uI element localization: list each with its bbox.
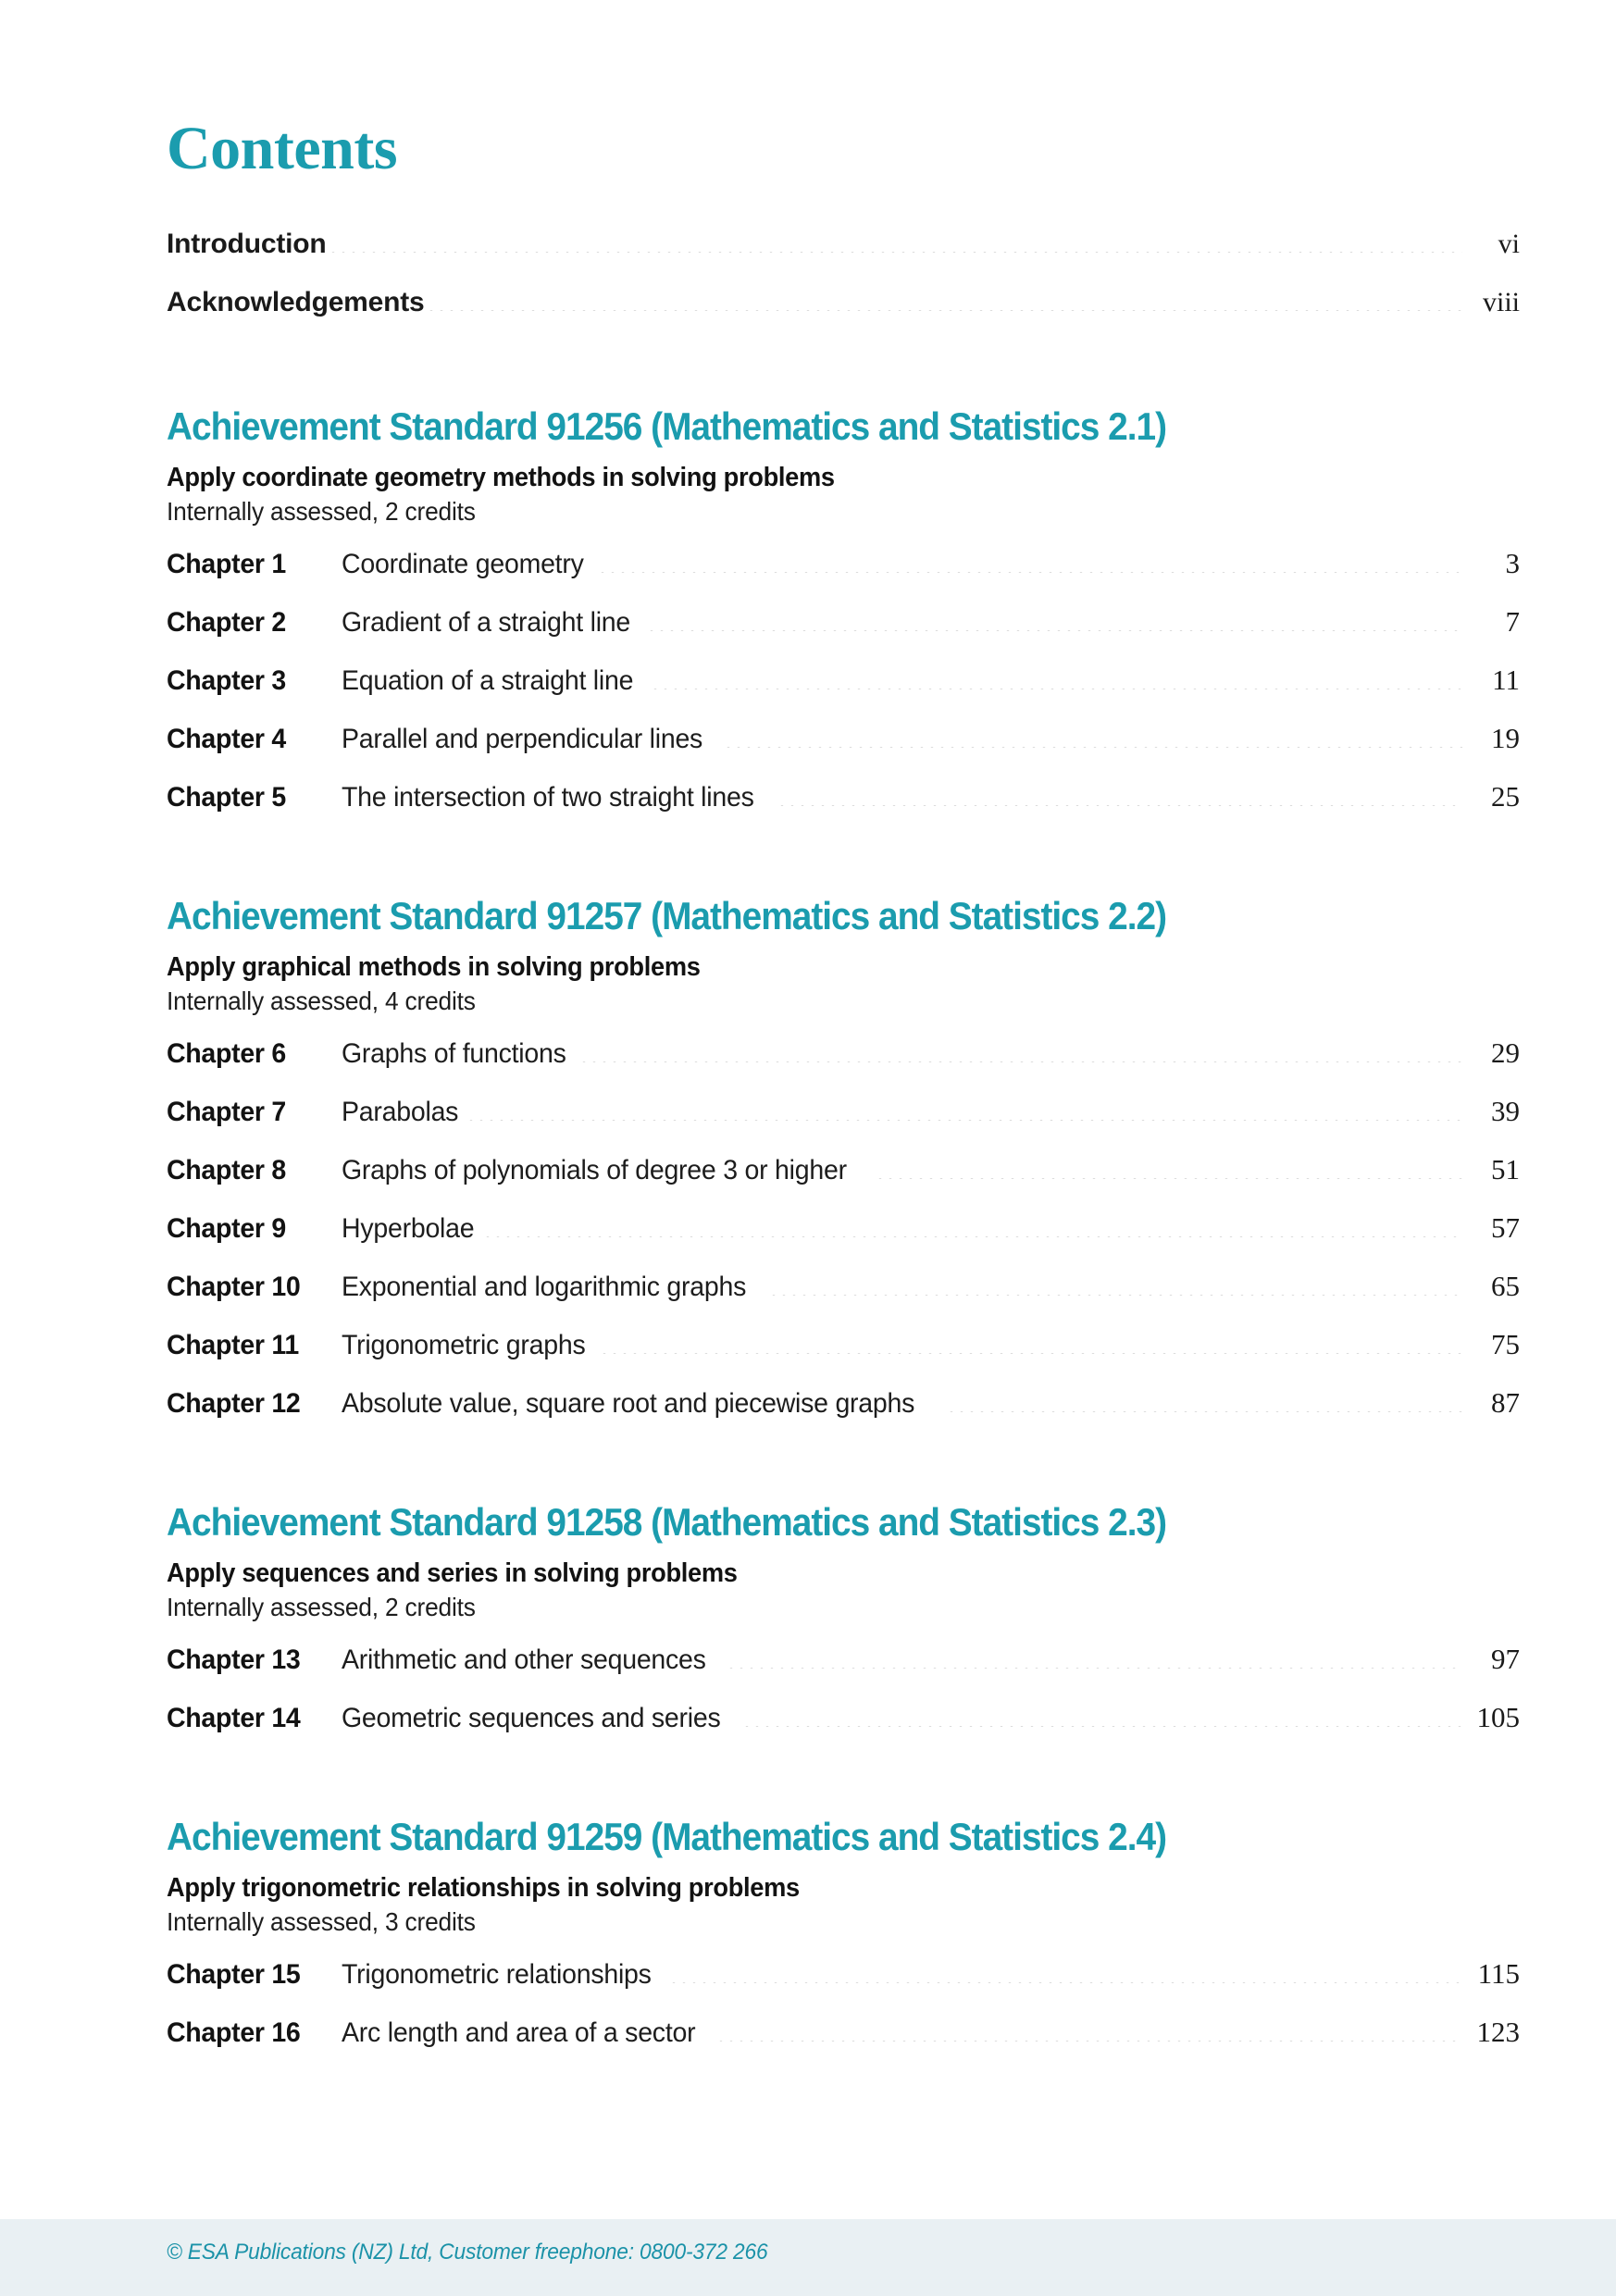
chapter-row[interactable] — [167, 664, 1520, 722]
chapter-number: Chapter 8 — [167, 1155, 286, 1186]
chapter-page-number: 65 — [1491, 1270, 1520, 1303]
dot-leader — [780, 805, 1462, 806]
chapter-number: Chapter 2 — [167, 607, 286, 639]
chapter-number: Chapter 13 — [167, 1644, 301, 1676]
chapter-title: Absolute value, square root and piecewise graphs — [342, 1388, 915, 1420]
page-title: Contents — [167, 115, 398, 182]
chapter-row[interactable] — [167, 2016, 1520, 2074]
chapter-row[interactable] — [167, 1211, 1520, 1270]
standards-list — [167, 406, 1520, 2074]
chapter-page-number: 123 — [1476, 2016, 1520, 2049]
chapter-page-number: 25 — [1491, 780, 1520, 813]
dot-leader — [650, 630, 1462, 631]
chapter-row[interactable] — [167, 1153, 1520, 1211]
achievement-standard-heading: Achievement Standard 91256 (Mathematics and Statistics 2.1) — [167, 404, 1166, 448]
dot-leader — [331, 252, 1462, 253]
footer-copyright: © ESA Publications (NZ) Ltd, Customer freephone: 0800-372 266 — [167, 2240, 768, 2265]
chapter-number: Chapter 3 — [167, 665, 286, 697]
chapter-number: Chapter 10 — [167, 1272, 301, 1303]
chapter-title: Hyperbolae — [342, 1213, 475, 1245]
achievement-standard-heading: Achievement Standard 91258 (Mathematics and Statistics 2.3) — [167, 1500, 1166, 1545]
chapter-number: Chapter 12 — [167, 1388, 301, 1420]
chapter-number: Chapter 15 — [167, 1959, 301, 1991]
achievement-standard-block — [167, 1502, 1520, 1759]
chapter-page-number: 97 — [1491, 1643, 1520, 1676]
chapter-page-number: 3 — [1505, 547, 1520, 580]
dot-leader — [950, 1411, 1462, 1412]
chapter-page-number: 19 — [1491, 722, 1520, 755]
chapter-page-number: 105 — [1476, 1701, 1520, 1734]
chapter-row[interactable] — [167, 722, 1520, 780]
chapter-page-number: 57 — [1491, 1211, 1520, 1245]
chapter-row[interactable] — [167, 547, 1520, 605]
chapter-title: Equation of a straight line — [342, 665, 634, 697]
chapter-page-number: 29 — [1491, 1036, 1520, 1070]
chapter-number: Chapter 6 — [167, 1038, 286, 1070]
achievement-standard-heading: Achievement Standard 91259 (Mathematics and Statistics 2.4) — [167, 1815, 1166, 1859]
dot-leader — [603, 1353, 1462, 1354]
front-matter-page-number: viii — [1482, 287, 1520, 317]
achievement-standard-subtitle: Apply trigonometric relationships in solving problems — [167, 1873, 800, 1904]
chapter-row[interactable] — [167, 1957, 1520, 2016]
dot-leader — [719, 2041, 1463, 2042]
chapter-row[interactable] — [167, 1328, 1520, 1386]
chapter-title: Arc length and area of a sector — [342, 2017, 696, 2049]
achievement-standard-credits: Internally assessed, 4 credits — [167, 987, 476, 1016]
toc-content — [167, 0, 1520, 2074]
achievement-standard-subtitle: Apply graphical methods in solving problems — [167, 952, 701, 983]
front-matter-row[interactable] — [167, 229, 1520, 287]
chapter-row[interactable] — [167, 1386, 1520, 1445]
dot-leader — [601, 572, 1462, 573]
chapter-page-number: 7 — [1505, 605, 1520, 639]
dot-leader — [469, 1120, 1462, 1121]
chapter-title: Arithmetic and other sequences — [342, 1644, 706, 1676]
achievement-standard-block — [167, 406, 1520, 838]
chapter-list — [167, 1643, 1520, 1759]
chapter-row[interactable] — [167, 605, 1520, 664]
chapter-row[interactable] — [167, 1036, 1520, 1095]
chapter-number: Chapter 16 — [167, 2017, 301, 2049]
chapter-title: Trigonometric graphs — [342, 1330, 586, 1361]
chapter-page-number: 115 — [1477, 1957, 1520, 1991]
achievement-standard-credits: Internally assessed, 2 credits — [167, 497, 476, 527]
chapter-title: Exponential and logarithmic graphs — [342, 1272, 747, 1303]
front-matter-label: Introduction — [167, 229, 327, 259]
chapter-row[interactable] — [167, 1701, 1520, 1759]
chapter-page-number: 39 — [1491, 1095, 1520, 1128]
dot-leader — [582, 1061, 1462, 1062]
achievement-standard-subtitle: Apply sequences and series in solving problems — [167, 1558, 738, 1589]
chapter-row[interactable] — [167, 1643, 1520, 1701]
chapter-list — [167, 547, 1520, 838]
chapter-title: Geometric sequences and series — [342, 1703, 721, 1734]
dot-leader — [486, 1236, 1462, 1237]
dot-leader — [672, 1982, 1462, 1983]
chapter-row[interactable] — [167, 1270, 1520, 1328]
achievement-standard-credits: Internally assessed, 3 credits — [167, 1907, 476, 1937]
chapter-number: Chapter 7 — [167, 1097, 286, 1128]
chapter-number: Chapter 5 — [167, 782, 286, 813]
front-matter-label: Acknowledgements — [167, 287, 425, 317]
chapter-title: The intersection of two straight lines — [342, 782, 754, 813]
chapter-page-number: 11 — [1492, 664, 1520, 697]
achievement-standard-heading: Achievement Standard 91257 (Mathematics and Statistics 2.2) — [167, 894, 1166, 938]
achievement-standard-block — [167, 896, 1520, 1445]
front-matter-list — [167, 229, 1520, 345]
chapter-row[interactable] — [167, 1095, 1520, 1153]
chapter-number: Chapter 11 — [167, 1330, 299, 1361]
front-matter-row[interactable] — [167, 287, 1520, 345]
chapter-number: Chapter 14 — [167, 1703, 301, 1734]
chapter-list — [167, 1957, 1520, 2074]
front-matter-page-number: vi — [1498, 229, 1520, 259]
chapter-list — [167, 1036, 1520, 1445]
chapter-row[interactable] — [167, 780, 1520, 838]
chapter-title: Graphs of polynomials of degree 3 or higher — [342, 1155, 847, 1186]
chapter-number: Chapter 4 — [167, 724, 286, 755]
footer-band — [0, 2219, 1616, 2296]
dot-leader — [878, 1178, 1462, 1179]
chapter-title: Coordinate geometry — [342, 549, 584, 580]
dot-leader — [429, 310, 1462, 311]
chapter-title: Trigonometric relationships — [342, 1959, 652, 1991]
dot-leader — [772, 1295, 1462, 1296]
chapter-title: Graphs of functions — [342, 1038, 566, 1070]
dot-leader — [729, 1668, 1462, 1669]
achievement-standard-credits: Internally assessed, 2 credits — [167, 1593, 476, 1622]
chapter-page-number: 87 — [1491, 1386, 1520, 1420]
chapter-page-number: 51 — [1491, 1153, 1520, 1186]
achievement-standard-subtitle: Apply coordinate geometry methods in solving problems — [167, 463, 835, 493]
chapter-number: Chapter 9 — [167, 1213, 286, 1245]
chapter-title: Gradient of a straight line — [342, 607, 631, 639]
achievement-standard-block — [167, 1817, 1520, 2074]
dot-leader — [727, 747, 1462, 748]
chapter-number: Chapter 1 — [167, 549, 286, 580]
chapter-title: Parallel and perpendicular lines — [342, 724, 703, 755]
chapter-page-number: 75 — [1491, 1328, 1520, 1361]
chapter-title: Parabolas — [342, 1097, 459, 1128]
dot-leader — [745, 1726, 1462, 1727]
